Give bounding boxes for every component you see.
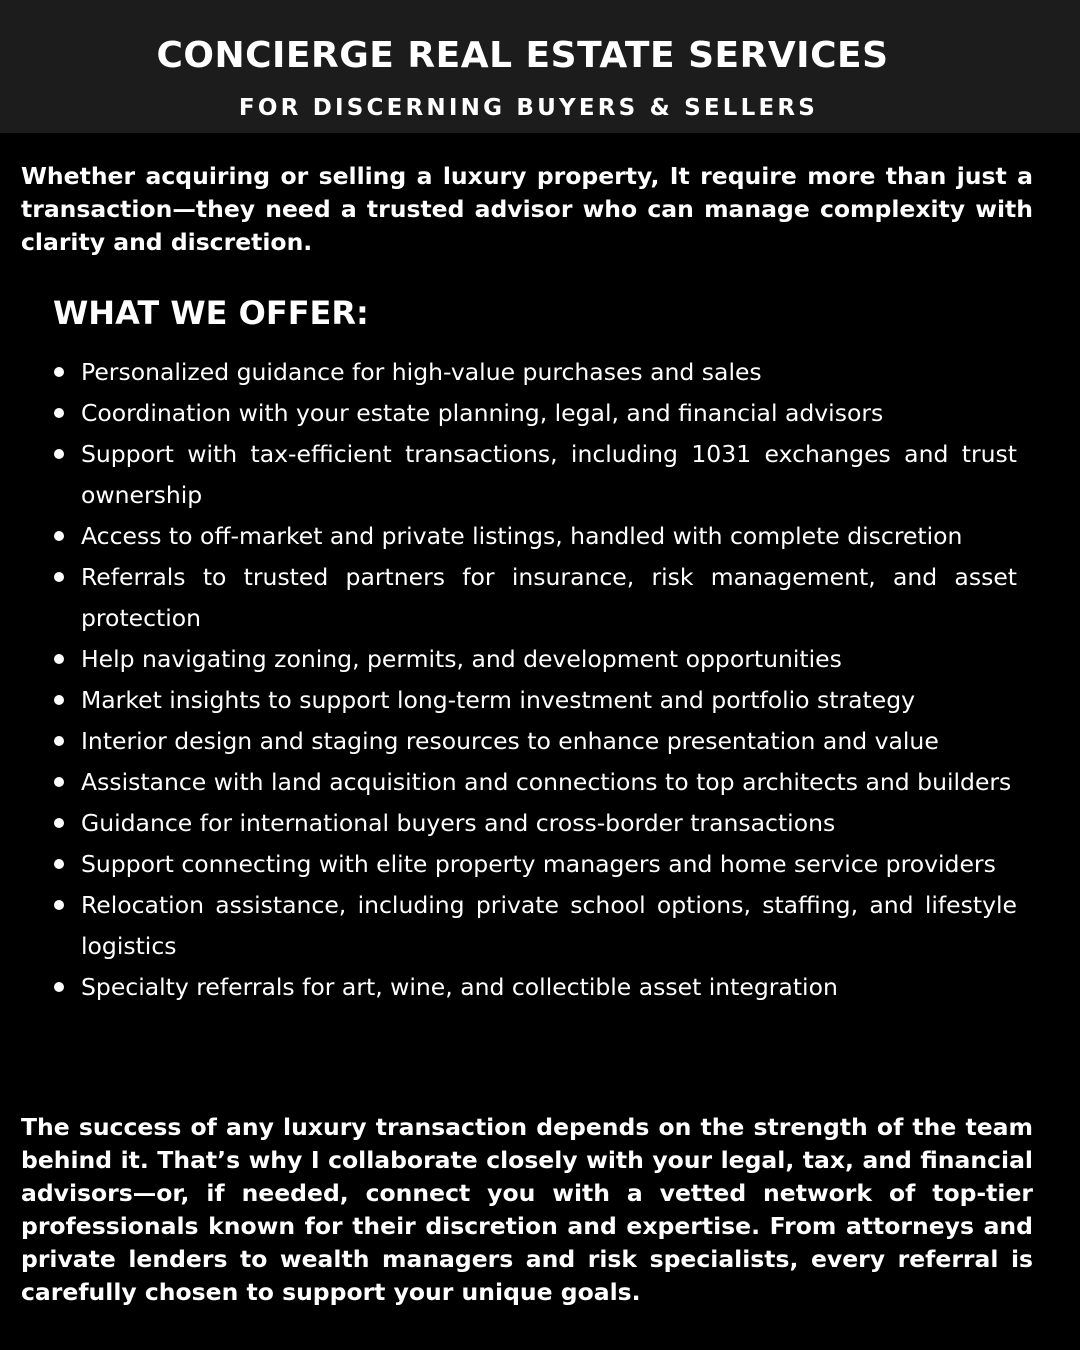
list-item — [81, 557, 1017, 639]
bullet-icon — [54, 982, 64, 992]
bullet-icon — [54, 654, 64, 664]
bullet-icon — [54, 572, 64, 582]
list-item — [81, 352, 1017, 393]
list-item-text: Personalized guidance for high-value purchases and sales — [81, 358, 762, 386]
intro-paragraph: Whether acquiring or selling a luxury property, It require more than just a transaction—they need a trusted advisor who can manage complexity with clarity and discretion. — [21, 162, 1033, 256]
offer-heading: WHAT WE OFFER: — [53, 294, 369, 332]
bullet-icon — [54, 818, 64, 828]
bullet-icon — [54, 695, 64, 705]
page-title: CONCIERGE REAL ESTATE SERVICES — [156, 35, 889, 76]
list-item-text: Help navigating zoning, permits, and development opportunities — [81, 645, 842, 673]
list-item — [81, 434, 1017, 516]
list-item-text: Support with tax-efficient transactions, including 1031 exchanges and trust ownership — [81, 440, 1017, 509]
list-item — [81, 721, 1017, 762]
bullet-icon — [54, 449, 64, 459]
bullet-icon — [54, 859, 64, 869]
closing-paragraph: The success of any luxury transaction depends on the strength of the team behind it. That’s why I collaborate closely with your legal, tax, and financial advisors—or, if needed, connect you with a vetted network of top-tier professionals known for their discretion and expertise. From attorneys and private lenders to wealth managers and risk specialists, every referral is carefully chosen to support your unique goals. — [21, 1113, 1033, 1306]
list-item-text: Coordination with your estate planning, legal, and financial advisors — [81, 399, 884, 427]
bullet-icon — [54, 736, 64, 746]
list-item — [81, 516, 1017, 557]
list-item — [81, 844, 1017, 885]
list-item-text: Market insights to support long-term investment and portfolio strategy — [81, 686, 916, 714]
list-item-text: Relocation assistance, including private school options, staffing, and lifestyle logistics — [81, 891, 1017, 960]
list-item-text: Interior design and staging resources to enhance presentation and value — [81, 727, 939, 755]
bullet-icon — [54, 900, 64, 910]
list-item — [81, 639, 1017, 680]
list-item — [81, 762, 1017, 803]
list-item-text: Assistance with land acquisition and connections to top architects and builders — [81, 768, 1012, 796]
bullet-icon — [54, 777, 64, 787]
bullet-icon — [54, 367, 64, 377]
page-subtitle: FOR DISCERNING BUYERS & SELLERS — [238, 95, 819, 121]
list-item — [81, 393, 1017, 434]
offer-list — [81, 352, 1017, 1008]
list-item-text: Specialty referrals for art, wine, and collectible asset integration — [81, 973, 838, 1001]
list-item — [81, 680, 1017, 721]
list-item-text: Access to off-market and private listings, handled with complete discretion — [81, 522, 963, 550]
list-item-text: Guidance for international buyers and cross-border transactions — [81, 809, 836, 837]
bullet-icon — [54, 531, 64, 541]
list-item — [81, 803, 1017, 844]
list-item — [81, 967, 1017, 1008]
list-item — [81, 885, 1017, 967]
bullet-icon — [54, 408, 64, 418]
list-item-text: Support connecting with elite property managers and home service providers — [81, 850, 996, 878]
header-banner — [0, 0, 1080, 133]
list-item-text: Referrals to trusted partners for insurance, risk management, and asset protection — [81, 563, 1017, 632]
